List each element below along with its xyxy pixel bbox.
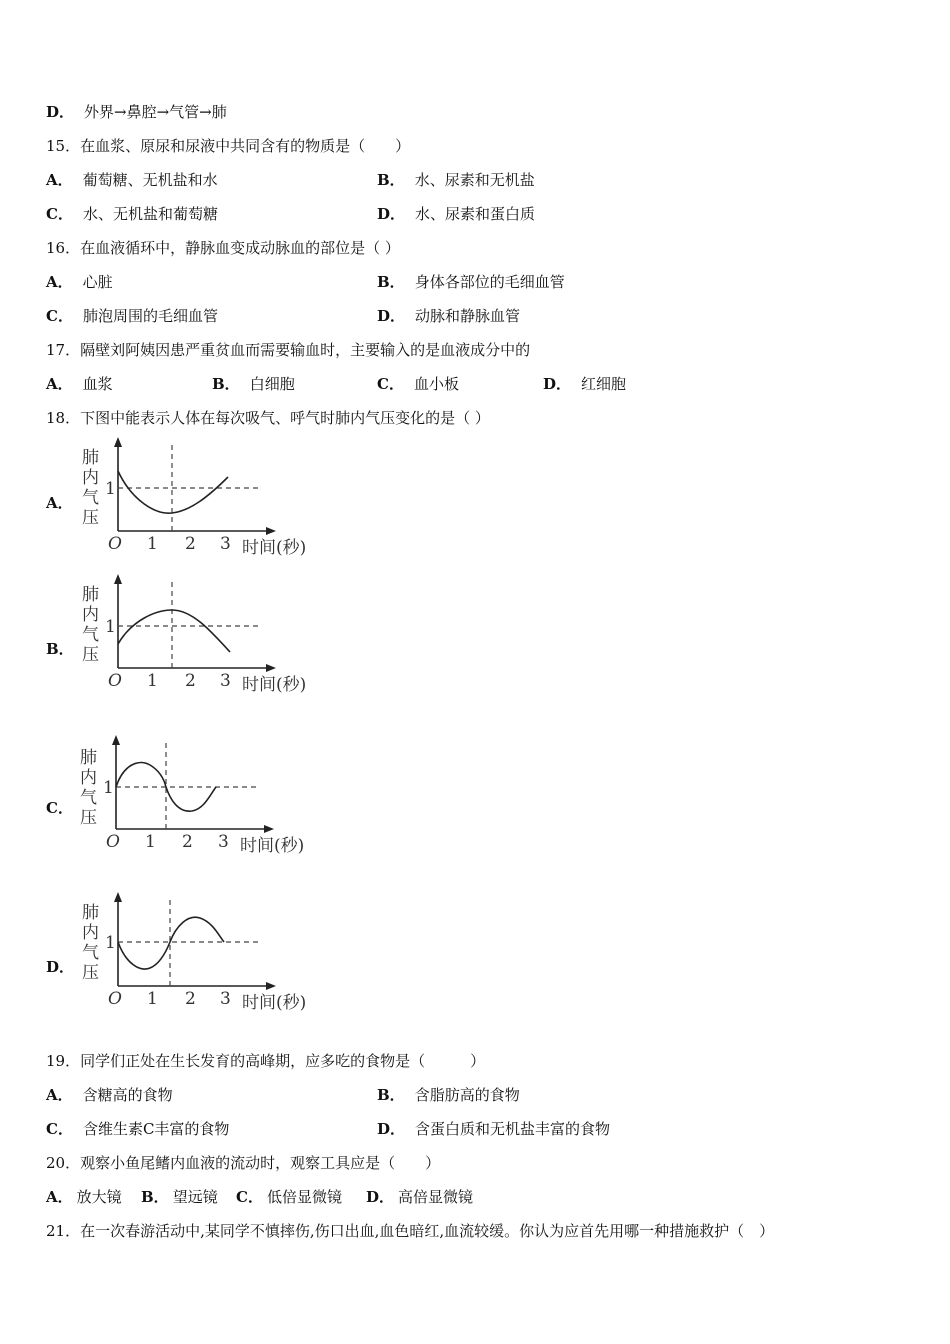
option-text: 身体各部位的毛细血管 (414, 273, 565, 291)
q20-option-a (46, 1187, 122, 1207)
xlabel: 时间(秒) (242, 993, 307, 1013)
option-text: 葡萄糖、无机盐和水 (82, 171, 218, 189)
q18-graph-d (70, 890, 330, 1020)
option-text: 心脏 (82, 273, 113, 291)
x-axis-arrow (266, 664, 276, 672)
option-label: D． (377, 307, 406, 325)
graph-d-svg (70, 890, 330, 1020)
option-label: D． (377, 205, 406, 223)
origin-label: O (108, 671, 122, 691)
q19-stem: 19．同学们正处在生长发育的高峰期，应多吃的食物是（ ） (46, 1052, 486, 1070)
option-text: 水、尿素和无机盐 (414, 171, 535, 189)
ylabel-char: 肺 (82, 585, 99, 605)
y-axis-arrow (114, 437, 122, 447)
option-text: 放大镜 (76, 1188, 122, 1206)
ylabel-char: 内 (82, 605, 99, 625)
option-label: D． (366, 1188, 395, 1206)
ylabel-char: 气 (80, 788, 97, 808)
option-label: B． (141, 1188, 169, 1206)
xtick-label: 2 (185, 989, 196, 1009)
y-axis-arrow (114, 892, 122, 902)
graph-c-svg (70, 733, 330, 863)
q19-option-d (377, 1119, 610, 1139)
q16-option-d (377, 306, 520, 326)
q19-option-c (46, 1119, 229, 1139)
xtick-label: 1 (145, 832, 156, 852)
option-text: 望远镜 (172, 1188, 218, 1206)
option-label: D． (377, 1120, 406, 1138)
option-text: 含蛋白质和无机盐丰富的食物 (415, 1120, 611, 1138)
option-label: A． (46, 171, 73, 189)
option-text: 血小板 (413, 375, 459, 393)
xtick-label: 2 (182, 832, 193, 852)
ylabel-char: 气 (82, 488, 99, 508)
q15-stem: 15．在血浆、原尿和尿液中共同含有的物质是（ ） (46, 137, 411, 155)
q21-stem: 21．在一次春游活动中,某同学不慎摔伤,伤口出血,血色暗红,血流较缓。你认为应首先用哪一种措施救护（ ） (46, 1222, 775, 1240)
option-text: 动脉和静脉血管 (415, 307, 521, 325)
xlabel: 时间(秒) (242, 538, 307, 558)
q19-option-a (46, 1085, 173, 1105)
ytick-label: 1 (105, 479, 116, 499)
q20-option-b (141, 1187, 218, 1207)
ylabel-char: 内 (82, 468, 99, 488)
pressure-curve (118, 917, 224, 969)
q20-option-c (236, 1187, 342, 1207)
pressure-curve (118, 610, 230, 652)
ylabel-char: 肺 (80, 748, 97, 768)
option-text: 水、无机盐和葡萄糖 (82, 205, 218, 223)
ylabel-char: 压 (82, 963, 99, 983)
ylabel-char: 肺 (82, 448, 99, 468)
xlabel: 时间(秒) (240, 836, 305, 856)
origin-label: O (108, 989, 122, 1009)
q17-option-d (543, 374, 626, 394)
option-text: 含糖高的食物 (82, 1086, 173, 1104)
ylabel-char: 压 (82, 508, 99, 528)
y-axis-arrow (112, 735, 120, 745)
xlabel: 时间(秒) (242, 675, 307, 695)
option-label: A． (46, 1086, 73, 1104)
option-text: 高倍显微镜 (398, 1188, 474, 1206)
q15-option-d (377, 204, 535, 224)
q16-option-c (46, 306, 218, 326)
option-label: C． (46, 205, 73, 223)
q16-option-a (46, 272, 113, 292)
option-text: 含维生素C丰富的食物 (82, 1120, 230, 1138)
q17-option-b (212, 374, 295, 394)
q18-option-c-label: C． (46, 799, 73, 817)
option-text: 含脂肪高的食物 (414, 1086, 520, 1104)
option-label: D． (46, 103, 75, 121)
pressure-curve (118, 471, 228, 513)
option-label: B． (377, 273, 405, 291)
q18-option-d-label: D． (46, 958, 75, 976)
option-label: A． (46, 1188, 73, 1206)
option-text: 白细胞 (249, 375, 295, 393)
option-label: A． (46, 273, 73, 291)
ytick-label: 1 (105, 933, 116, 953)
ylabel-char: 压 (80, 808, 97, 828)
ylabel-char: 压 (82, 645, 99, 665)
xtick-label: 1 (147, 534, 158, 554)
option-text: 低倍显微镜 (266, 1188, 342, 1206)
q18-option-b-label: B． (46, 640, 74, 658)
ytick-label: 1 (105, 617, 116, 637)
q18-graph-b (70, 572, 330, 702)
option-text: 水、尿素和蛋白质 (415, 205, 536, 223)
ytick-label: 1 (103, 778, 114, 798)
ylabel-char: 内 (80, 768, 97, 788)
option-label: B． (212, 375, 240, 393)
q18-graph-a (70, 435, 330, 565)
x-axis-arrow (264, 825, 274, 833)
option-text: 红细胞 (581, 375, 627, 393)
q15-option-c (46, 204, 218, 224)
xtick-label: 2 (185, 534, 196, 554)
option-text: 外界→鼻腔→气管→肺 (84, 103, 227, 121)
q18-option-a-label: A． (46, 494, 73, 512)
q20-stem: 20．观察小鱼尾鳍内血液的流动时，观察工具应是（ ） (46, 1154, 441, 1172)
option-label: B． (377, 171, 405, 189)
origin-label: O (106, 832, 120, 852)
option-label: B． (377, 1086, 405, 1104)
q20-option-d (366, 1187, 473, 1207)
xtick-label: 1 (147, 989, 158, 1009)
q15-option-a (46, 170, 218, 190)
xtick-label: 2 (185, 671, 196, 691)
q15-option-b (377, 170, 535, 190)
x-axis-arrow (266, 982, 276, 990)
q18-graph-c (70, 733, 330, 863)
graph-b-svg (70, 572, 330, 702)
q16-option-b (377, 272, 565, 292)
xtick-label: 3 (220, 671, 231, 691)
q17-stem: 17．隔壁刘阿姨因患严重贫血而需要输血时，主要输入的是血液成分中的 (46, 341, 531, 359)
option-label: C． (46, 307, 73, 325)
option-label: C． (46, 1120, 73, 1138)
xtick-label: 3 (218, 832, 229, 852)
ylabel-char: 气 (82, 625, 99, 645)
q14-option-d (46, 102, 227, 122)
ylabel-char: 气 (82, 943, 99, 963)
origin-label: O (108, 534, 122, 554)
option-label: A． (46, 375, 73, 393)
option-text: 肺泡周围的毛细血管 (82, 307, 218, 325)
y-axis-arrow (114, 574, 122, 584)
option-label: D． (543, 375, 572, 393)
option-label: C． (377, 375, 404, 393)
option-label: C． (236, 1188, 263, 1206)
option-text: 血浆 (82, 375, 113, 393)
q18-stem: 18．下图中能表示人体在每次吸气、呼气时肺内气压变化的是（ ） (46, 409, 490, 427)
q16-stem: 16．在血液循环中，静脉血变成动脉血的部位是（ ） (46, 239, 400, 257)
xtick-label: 1 (147, 671, 158, 691)
graph-a-svg (70, 435, 330, 565)
q17-option-c (377, 374, 459, 394)
xtick-label: 3 (220, 534, 231, 554)
ylabel-char: 内 (82, 923, 99, 943)
q19-option-b (377, 1085, 520, 1105)
xtick-label: 3 (220, 989, 231, 1009)
q17-option-a (46, 374, 113, 394)
ylabel-char: 肺 (82, 903, 99, 923)
x-axis-arrow (266, 527, 276, 535)
